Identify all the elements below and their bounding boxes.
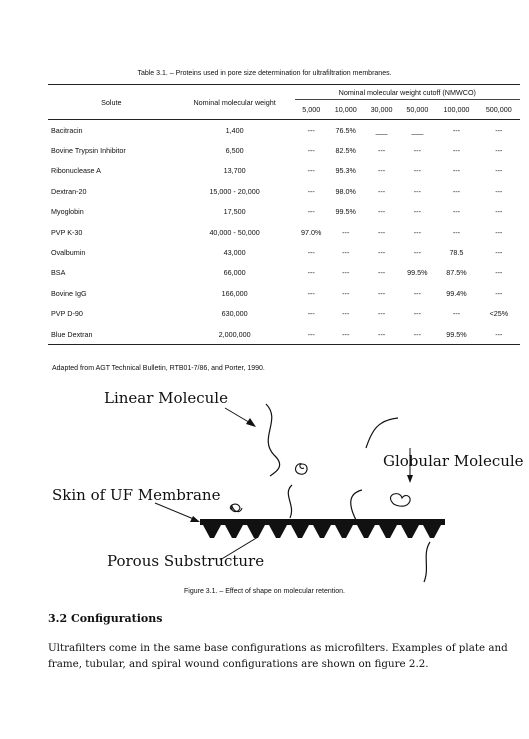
globular-molecule [391,494,411,507]
cell-retention: --- [452,125,461,135]
cell-solute: PVP K-30 [51,227,83,237]
table-row [48,283,520,303]
cell-retention: --- [413,309,421,319]
header-cutoff: 30,000 [364,100,400,120]
cell-retention: --- [307,166,315,176]
header-cutoff: 10,000 [328,100,364,120]
cell-retention: --- [413,227,421,237]
membrane-pore [357,525,375,538]
cell-retention: --- [307,146,315,156]
membrane-pore [269,525,287,538]
membrane-pore [203,525,221,538]
cell-solute: BSA [51,268,66,278]
cell-retention: --- [478,324,520,345]
cell-retention: --- [342,268,350,278]
cell-retention: --- [495,227,503,237]
cell-retention: --- [377,227,386,237]
molecular-retention-figure [0,380,529,610]
cell-retention: --- [495,186,503,196]
cell-retention: ___ [375,125,388,135]
cell-solute: PVP D-90 [51,309,83,319]
cell-retention: 97.0% [301,227,322,237]
cell-molecular-weight: 630,000 [221,309,248,319]
cell-retention: --- [342,309,350,319]
cell-retention: --- [377,166,386,176]
skin-arrowhead [190,516,200,522]
cell-retention: 87.5% [446,268,467,278]
cell-retention: 76.5% [335,125,356,135]
membrane-pore [401,525,419,538]
cell-retention: --- [452,227,461,237]
cell-molecular-weight: 13,700 [223,166,246,176]
figure-caption: Figure 3.1. – Effect of shape on molecular retention. [184,588,345,595]
cell-retention: --- [452,186,461,196]
cell-solute: Bovine IgG [51,288,87,298]
body-line: Ultrafilters come in the same base configurations as microfilters. Examples of plate and [48,642,508,654]
cell-retention: --- [342,248,350,258]
cell-molecular-weight: 15,000 - 20,000 [209,186,260,196]
cell-retention: --- [495,166,503,176]
membrane-pore [225,525,243,538]
table-row [48,242,520,262]
cell-retention: --- [307,309,315,319]
table-row [48,120,520,141]
label-linear-molecule: Linear Molecule [104,389,228,407]
table-row [48,304,520,324]
cell-solute: Blue Dextran [48,324,175,345]
globular-molecule [296,464,308,474]
membrane-skin-layer [200,519,445,525]
cell-retention: --- [413,248,421,258]
cell-retention: --- [377,268,386,278]
cell-retention: 99.5% [435,324,477,345]
cell-molecular-weight: 40,000 - 50,000 [209,227,260,237]
cell-retention: --- [377,288,386,298]
table-row [48,222,520,242]
cell-retention: --- [307,288,315,298]
cell-retention: 99.4% [446,288,467,298]
table-row [48,263,520,283]
cell-retention: --- [495,146,503,156]
cell-solute: Ovalbumin [51,248,86,258]
section-heading: 3.2 Configurations [48,612,163,625]
cell-retention: --- [452,146,461,156]
cell-solute: Myoglobin [51,207,84,217]
cell-retention: --- [495,248,503,258]
table-row [48,140,520,160]
cell-molecular-weight: 166,000 [221,288,248,298]
table-body [48,120,520,345]
cell-retention: --- [342,227,350,237]
table-row [48,324,520,345]
cell-solute: Bovine Trypsin Inhibitor [51,146,126,156]
membrane-pore [247,525,265,538]
cell-molecular-weight: 17,500 [223,207,246,217]
linear-molecule-chain [266,404,280,476]
membrane-pore [423,525,441,538]
cell-retention: --- [307,207,315,217]
cell-retention: --- [413,288,421,298]
header-cutoff: 500,000 [478,100,520,120]
label-porous-substructure: Porous Substructure [107,552,265,570]
membrane-pore [379,525,397,538]
linear-molecule-chain [424,542,430,582]
cell-retention: --- [307,268,315,278]
cell-retention: --- [377,146,386,156]
cell-molecular-weight: 43,000 [223,248,246,258]
cell-molecular-weight: 66,000 [223,268,246,278]
cell-retention: --- [377,309,386,319]
cell-retention: --- [452,207,461,217]
cell-retention: 95.3% [335,166,356,176]
cell-retention: --- [399,324,435,345]
skin-arrow [155,503,196,520]
cell-retention: --- [307,186,315,196]
cell-retention: --- [413,166,421,176]
cell-retention: --- [364,324,400,345]
linear-molecule-chain [288,485,292,518]
table-source-note: Adapted from AGT Technical Bulletin, RTB01-7/86, and Porter, 1990. [52,365,265,372]
protein-table [48,84,520,345]
table-row [48,202,520,222]
body-line: frame, tubular, and spiral wound configurations are shown on figure 2.2. [48,658,429,670]
header-molecular-weight: Nominal molecular weight [175,85,295,120]
membrane-pore [335,525,353,538]
globular-molecule [230,504,242,512]
membrane-pores [203,525,441,538]
cell-retention: 78.5 [449,248,464,258]
cell-retention: ___ [411,125,424,135]
cell-retention: <25% [489,309,509,319]
section-body [48,640,518,672]
cell-molecular-weight: 1,400 [225,125,244,135]
header-cutoff: 50,000 [399,100,435,120]
cell-retention: --- [495,125,503,135]
membrane-pore [291,525,309,538]
cell-retention: --- [377,207,386,217]
globular-arrowhead [407,475,413,483]
cell-retention: --- [307,125,315,135]
cell-retention: --- [377,186,386,196]
linear-molecule-chain [366,418,398,448]
cell-solute: Dextran-20 [51,186,87,196]
cell-molecular-weight: 6,500 [225,146,244,156]
cell-molecular-weight: 2,000,000 [175,324,295,345]
header-cutoff: 5,000 [295,100,328,120]
label-globular-molecule: Globular Molecule [383,452,524,470]
label-membrane-skin: Skin of UF Membrane [52,486,221,504]
cell-retention: --- [452,166,461,176]
cell-retention: --- [495,268,503,278]
linear-molecule-chain [351,490,362,520]
cell-retention: --- [413,146,421,156]
table-row [48,181,520,201]
linear-arrowhead [246,418,256,427]
cell-retention: 99.5% [407,268,428,278]
cell-retention: --- [295,324,328,345]
cell-retention: --- [342,288,350,298]
header-solute: Solute [48,85,175,120]
cell-retention: --- [495,288,503,298]
cell-retention: 82.5% [335,146,356,156]
cell-retention: --- [495,207,503,217]
header-cutoff-group: Nominal molecular weight cutoff (NMWCO) [295,85,520,100]
cell-solute: Ribonuclease A [51,166,101,176]
cell-retention: --- [377,248,386,258]
cell-solute: Bacitracin [51,125,83,135]
cell-retention: 98.0% [335,186,356,196]
cell-retention: --- [307,248,315,258]
membrane-pore [313,525,331,538]
cell-retention: --- [452,309,461,319]
table-row [48,161,520,181]
cell-retention: --- [328,324,364,345]
header-cutoff: 100,000 [435,100,477,120]
cell-retention: --- [413,207,421,217]
cell-retention: 99.5% [335,207,356,217]
table-caption: Table 3.1. – Proteins used in pore size determination for ultrafiltration membranes. [137,70,392,77]
cell-retention: --- [413,186,421,196]
